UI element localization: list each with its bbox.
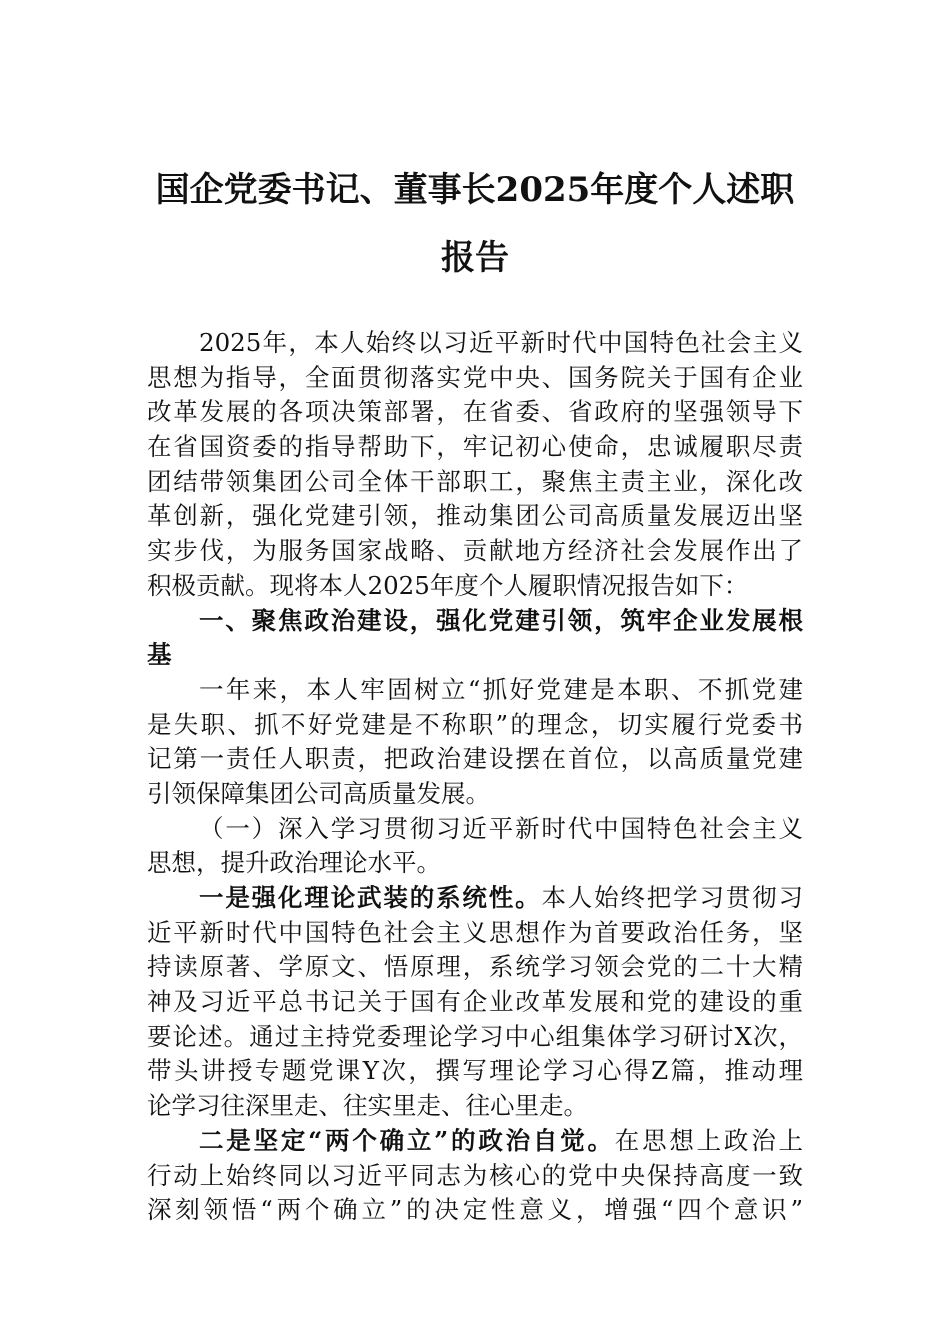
point-text: 本人始终把学习贯彻习 — [541, 883, 804, 912]
text-line: 是失职、抓不好党建是不称职”的理念，切实履行党委书 — [147, 709, 803, 739]
text-line: 记第一责任人职责，把政治建设摆在首位，以高质量党建 — [147, 744, 803, 774]
point-lead: 一是强化理论武装的系统性。 — [199, 883, 542, 912]
text-line: 持读原著、学原文、悟原理，系统学习领会党的二十大精 — [147, 952, 803, 982]
text-line: 行动上始终同以习近平同志为核心的党中央保持高度一致 — [147, 1160, 803, 1190]
intro-paragraph — [147, 326, 803, 604]
document-title-line-2: 报告 — [441, 238, 509, 278]
point-paragraph-1 — [147, 881, 803, 1124]
document-title-line-1: 国企党委书记、董事长2025年度个人述职 — [155, 170, 795, 210]
text-line: 一年来，本人牢固树立“抓好党建是本职、不抓党建 — [199, 674, 803, 704]
subsection-heading-1 — [147, 812, 803, 881]
heading-line: 一、聚焦政治建设，强化党建引领，筑牢企业发展根 — [199, 605, 803, 635]
text-line: 2025年，本人始终以习近平新时代中国特色社会主义 — [199, 328, 803, 357]
heading-line: 基 — [147, 640, 172, 670]
text-line: 革创新，强化党建引领，推动集团公司高质量发展迈出坚 — [147, 501, 803, 531]
text-line: 改革发展的各项决策部署，在省委、省政府的坚强领导下 — [147, 397, 803, 427]
text-line: 团结带领集团公司全体干部职工，聚焦主责主业，深化改 — [147, 466, 803, 496]
text-line — [147, 1124, 803, 1159]
text-line: 近平新时代中国特色社会主义思想作为首要政治任务，坚 — [147, 917, 803, 947]
text-line: 思想为指导，全面贯彻落实党中央、国务院关于国有企业 — [147, 362, 803, 392]
text-line: 论学习往深里走、往实里走、往心里走。 — [147, 1091, 588, 1121]
text-line: 积极贡献。现将本人2025年度个人履职情况报告如下： — [147, 570, 749, 600]
heading-line: 思想，提升政治理论水平。 — [147, 848, 441, 878]
text-line: 要论述。通过主持党委理论学习中心组集体学习研讨X次， — [147, 1021, 803, 1051]
section-heading-1 — [147, 604, 803, 673]
point-paragraph-2 — [147, 1124, 803, 1228]
document-body — [147, 326, 803, 1228]
text-line: 引领保障集团公司高质量发展。 — [147, 778, 490, 808]
text-line: 实步伐，为服务国家战略、贡献地方经济社会发展作出了 — [147, 536, 803, 566]
point-lead: 二是坚定“两个确立”的政治自觉。 — [199, 1125, 615, 1155]
text-line: 带头讲授专题党课Y次，撰写理论学习心得Z篇，推动理 — [147, 1056, 803, 1086]
text-line: 深刻领悟“两个确立”的决定性意义，增强“四个意识” — [147, 1195, 803, 1225]
point-text: 在思想上政治上 — [614, 1125, 804, 1155]
text-line: 神及习近平总书记关于国有企业改革发展和党的建设的重 — [147, 987, 803, 1017]
text-line — [147, 881, 803, 916]
heading-line: （一）深入学习贯彻习近平新时代中国特色社会主义 — [199, 813, 803, 843]
section-paragraph — [147, 673, 803, 812]
text-line: 在省国资委的指导帮助下，牢记初心使命，忠诚履职尽责 — [147, 432, 803, 462]
